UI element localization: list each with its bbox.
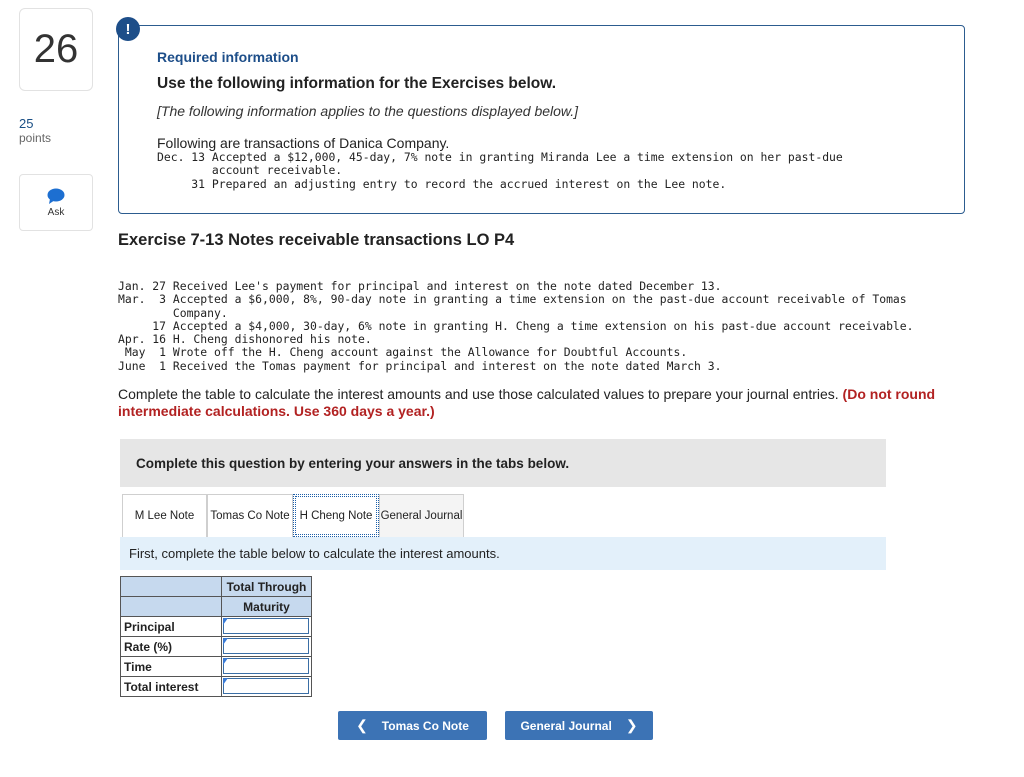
row-label-rate: Rate (%) [121, 637, 222, 657]
chevron-right-icon: ❯ [625, 717, 638, 733]
points-label: points [19, 131, 52, 145]
principal-cell [222, 617, 312, 637]
tab-general-journal[interactable]: General Journal [379, 494, 464, 537]
input-marker-icon [223, 658, 228, 665]
prev-tab-button[interactable] [338, 711, 487, 740]
prev-tab-label: Tomas Co Note [381, 718, 469, 733]
row-label-total-interest: Total interest [121, 677, 222, 697]
input-marker-icon [223, 618, 228, 625]
table-row [121, 617, 312, 637]
time-cell [222, 657, 312, 677]
chat-bubble-icon [47, 188, 65, 204]
row-label-time: Time [121, 657, 222, 677]
instructions [118, 386, 958, 420]
tab-m-lee-note[interactable]: M Lee Note [122, 494, 207, 537]
total-interest-cell [222, 677, 312, 697]
exercise-transactions: Jan. 27 Received Lee's payment for principal and interest on the note dated December 13. Mar. 3 Accepted a $6,000, 8%, 90-day note in granting a time extension on the past-due account receivable of Tomas Company. 17 Accepted a $4,000, 30-day, 6% note in granting H. Cheng a time extension on his past-due account receivable. Apr. 16 H. Cheng dishonored his note. May 1 Wrote off the H. Cheng account against the Allowance for Doubtful Accounts. June 1 Received the Tomas payment for principal and interest on the note dated March 3. [118, 279, 914, 373]
table-row [121, 677, 312, 697]
alert-icon: ! [116, 17, 140, 41]
required-info-title: Required information [157, 49, 299, 65]
required-info-heading: Use the following information for the Exercises below. [157, 75, 557, 92]
question-number: 26 [19, 8, 93, 91]
instruction-warning: (Do not round intermediate calculations. Use 360 days a year.) [118, 386, 936, 419]
input-marker-icon [223, 678, 228, 685]
input-marker-icon [223, 638, 228, 645]
table-header-maturity: Maturity [222, 597, 312, 617]
required-info-transactions: Dec. 13 Accepted a $12,000, 45-day, 7% note in granting Miranda Lee a time extension on her past-due account receivable. 31 Prepared an adjusting entry to record the accrued interest on the Lee note. [157, 150, 843, 191]
required-info-box [118, 25, 965, 214]
points-info [19, 116, 51, 146]
tab-bar [122, 494, 464, 537]
next-tab-label: General Journal [520, 718, 612, 733]
ask-label: Ask [47, 206, 65, 218]
interest-table [120, 576, 312, 697]
principal-input[interactable] [223, 618, 309, 634]
points-value: 25 [19, 116, 34, 131]
time-input[interactable] [223, 658, 309, 674]
table-header-total-through: Total Through [222, 577, 312, 597]
complete-question-banner: Complete this question by entering your answers in the tabs below. [120, 439, 886, 487]
rate-cell [222, 637, 312, 657]
table-row [121, 637, 312, 657]
table-header-blank [121, 577, 222, 597]
rate-input[interactable] [223, 638, 309, 654]
chevron-left-icon: ❮ [356, 717, 368, 733]
instruction-text: Complete the table to calculate the interest amounts and use those calculated values to prepare your journal entries. [118, 386, 843, 402]
tab-h-cheng-note[interactable]: H Cheng Note [293, 494, 379, 537]
required-info-note: [The following information applies to the questions displayed below.] [157, 103, 579, 119]
table-header-blank [121, 597, 222, 617]
total-interest-input[interactable] [223, 678, 309, 694]
ask-button[interactable] [19, 174, 93, 231]
table-row [121, 657, 312, 677]
table-instruction: First, complete the table below to calculate the interest amounts. [120, 537, 886, 570]
next-tab-button[interactable] [505, 711, 653, 740]
required-info-intro: Following are transactions of Danica Company. [157, 135, 450, 151]
tab-tomas-co-note[interactable]: Tomas Co Note [207, 494, 293, 537]
exercise-title: Exercise 7-13 Notes receivable transactions LO P4 [118, 231, 515, 249]
row-label-principal: Principal [121, 617, 222, 637]
